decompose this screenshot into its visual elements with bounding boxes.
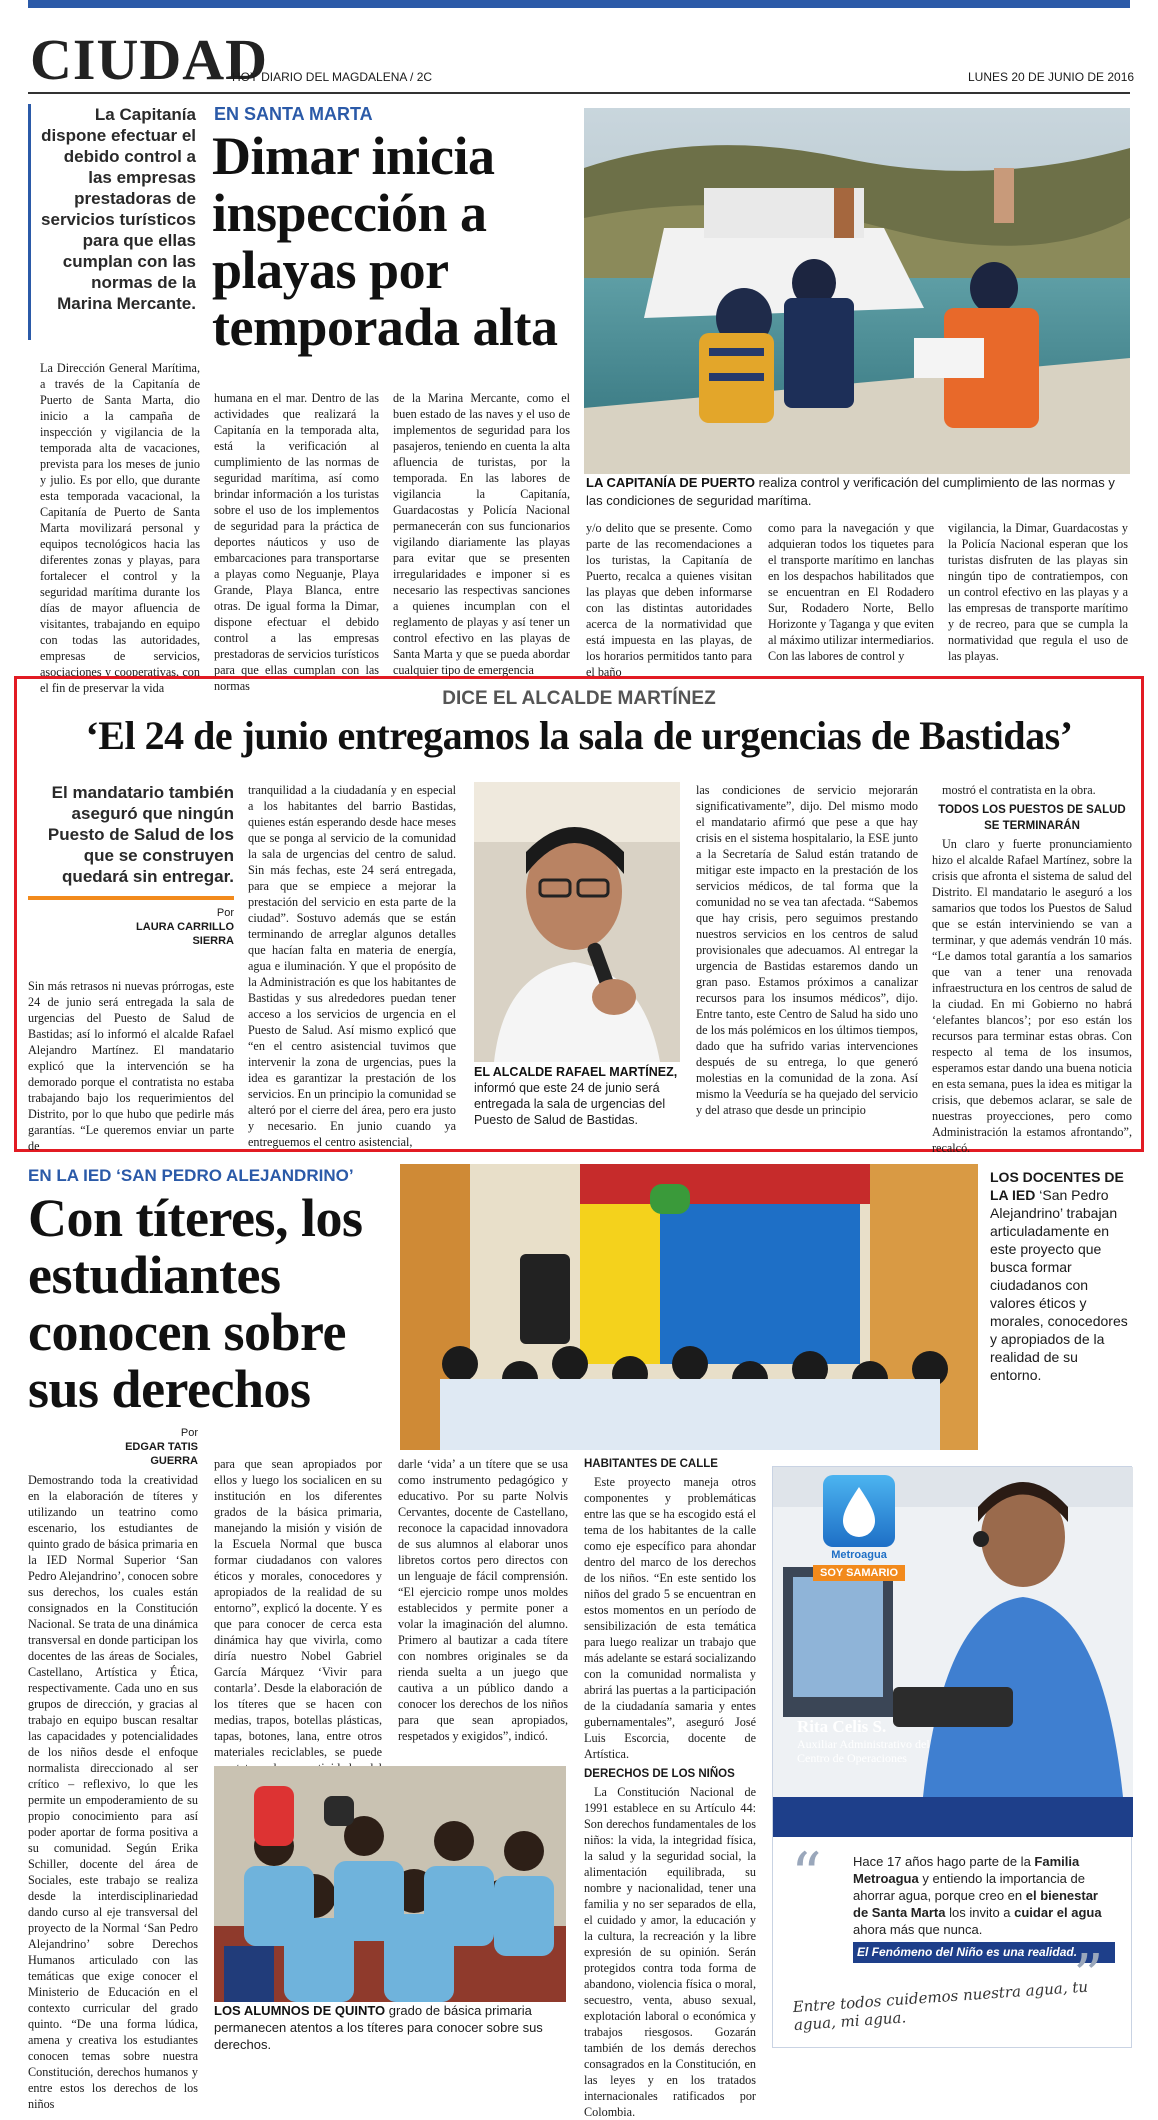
story1-dek: La Capitanía dispone efectuar el debido control a las empresas prestadoras de servicios turísticos para que ellas cumplan con las normas de la Marina Mercante. [41,105,196,313]
issue-date: LUNES 20 DE JUNIO DE 2016 [968,70,1135,84]
story2-headline: ‘El 24 de junio entregamos la sala de urgencias de Bastidas’ [85,713,1073,758]
story1-photo [584,108,1130,474]
ad-quote-bold2: el bienestar de Santa Marta [853,1888,1098,1920]
story3-column-4b: La Constitución Nacional de 1991 establece en su Artículo 44: Son derechos fundamentales de los niños: la vida, la integridad física, la salud y la seguridad social, la alimentación equilibrada, su nombre y nacionalidad, tener una familia y no ser separados de ella, el cuidado y amor, la educación y la cultura, la recreación y la libre expresión de su opinión. Serán protegidos contra toda forma de abandono, violencia física o moral, secuestro, venta, abuso sexual, explotación laboral o económica y trabajos riesgosos. Gozarán también de los demás derechos consagrados en la Constitución, en las leyes y en los tratados internacionales ratificados por Colombia. [584,1785,756,2119]
story2-orange-rule [28,896,234,900]
story3-dek-lead: LOS DOCENTES DE LA IED [990,1169,1124,1203]
open-quote-icon: “ [791,1840,822,1910]
story1-column-1: La Dirección General Marítima, a través de la Capitanía de Puerto de Santa Marta, dio inicio a la campaña de inspección y vigilancia de la temporada alta de vacaciones, prevista para los meses de junio y julio. Es por ello, que durante esta temporada vacacional, la Capitanía de Puerto de Santa Marta movilizará personal y equipos tecnológicos hacia las diferentes zonas y playas, para fortalecer el control y la seguridad marítima durante los días de mayor afluencia de visitantes, trabajando en equipo con todas las autoridades, empresas de servicios, asociaciones y cooperativas, con el fin de preservar la vida [40,361,200,695]
story3-caption-text: grado de básica primaria permanecen atentos a los títeres para conocer sobre sus derechos. [214,2003,543,2052]
story3-headline: Con títeres, los estudiantes conocen sobre sus derechos [28,1188,363,1419]
boat-inspection-photo [584,108,1130,474]
ad-quote-bold3: cuidar el agua [1014,1905,1102,1920]
story1-headline: Dimar inicia inspección a playas por temporada alta [212,126,558,357]
story3-column-4a: Este proyecto maneja otros componentes y problemáticas entre las que se ha escogido está el tema de los habitantes de la calle como eje específico para ahondar dentro del marco de los derechos de los niños. “En este sentido los niños del grado 5 se encuentran en estos momentos en un período de sensibilización de esta temática para luego realizar un trabajo que más adelante se estará socializando con la comunidad normalista y abrirá las puertas a la participación de la ciudadanía samaria y entes gubernamentales”, aseguró José Luis Escorcia, docente de Artística. [584,1475,756,1761]
story3-bottom-photo [214,1766,566,2002]
story2-dek: El mandatario también aseguró que ningún Puesto de Salud de los que se construyen quedará sin entregar. [47,783,234,886]
close-quote-icon: ” [1073,1942,1104,2012]
story2-column-4a: mostró el contratista en la obra. [942,783,1096,797]
mayor-portrait [474,782,680,1062]
puppet-theater-photo [400,1164,978,1450]
story3-caption [214,2002,574,2053]
story3-byline-name: EDGAR TATIS GUERRA [125,1441,198,1467]
story2-column-4b: Un claro y fuerte pronunciamiento hizo el alcalde Rafael Martínez, sobre la crisis que afronta el sistema de salud del Distrito. El mandatario le aseguró a los samarios que todos los Puestos de Salud que se están interviniendo se van a terminar, y que además vendrán 10 más. “Le damos total garantía a los samarios que van a tener una renovada infraestructura en los centros de salud de la ciudad. En mi Gobierno no habrá ‘elefantes blancos’; por eso están los recursos para terminar estas obras. Con respecto al tema de los insumos, esperamos estar dando una buena noticia en esta semana, pues la idea es mitigar la crisis, que debemos aclarar, se sale de nuestras proyecciones, pero como Administración la estamos afrontando”, recalcó. [932,837,1132,1155]
story1-column-5: como para la navegación y que adquieran todos los tiquetes para el transporte marítimo en lanchas en los despachos habilitados que se encuentran en El Rodadero Sur, Rodadero Norte, Bello Horizonte y Taganga y que eviten al máximo utilizar intermediarios. Con las labores de control y [768,521,934,663]
ad-band [773,1797,1133,1837]
employee-role: Auxiliar Administrativo del Centro de Operaciones [797,1737,930,1765]
story3-column-1: Demostrando toda la creatividad en la elaboración de títeres y utilizando un teatrino como escenario, los estudiantes de quinto grado de básica primaria en la IED Normal Superior ‘San Pedro Alejandrino’, conocen sobre sus derechos, los cuales están consignados en la Constitución Nacional. Se trata de una dinámica transversal en donde participan los docentes de las áreas de Sociales, Castellano, Artística y Ética, respectivamente. Cada uno en sus grupos de dirección, y gracias al trabajo en equipo buscan resaltar las capacidades y potencialidades de los niños desde el enfoque normalista direccionado al ser crítico – reflexivo, lo que les permite un empoderamiento de su propio conocimiento para así poder aportar de forma positiva a su comunidad. Según Erika Schiller, docente del área de Sociales, este trabajo se realiza desde la interdisciplinariedad dando curso al eje transversal del proyecto de la Normal ‘San Pedro Alejandrino’ sobre Derechos Humanos articulado con las temáticas que exige conocer el Ministerio de Educación en el contexto curricular del grado quinto. “De una forma lúdica, amena y creativa los estudiantes conocen temas sobre nuestra Constitución, derechos humanos y entre estos los derechos de los niños [28,1473,198,2111]
ad-quote-highlight: El Fenómeno del Niño es una realidad. [853,1942,1115,1963]
story3-subhead-2: DERECHOS DE LOS NIÑOS [584,1768,735,1780]
story3-byline [100,1426,198,1468]
story2-kicker: DICE EL ALCALDE MARTÍNEZ [442,688,716,709]
story2-column-3: las condiciones de servicio mejorarán significativamente”, dijo. Del mismo modo el mandatario afirmó que pese a que hay crisis en el sistema hospitalario, la ESE junto a la Secretaría de Salud están tratando de mitigar este impacto en la prestación de los servicios médicos, de tal forma que la comunidad no se vea tan afectada. “Sabemos que hay crisis, pero seguimos prestando nuestros servicios en los centros de salud provisionales que adecuamos. Al entregar la urgencia de Bastidas estaremos dando un gran paso. Estamos próximos a canalizar recursos para los insumos médicos”, dijo. Entre tanto, este Centro de Salud ha sido uno de los más polémicos en los últimos tiempos, dado que ha sufrido varias intervenciones después de su entrega, lo que generó molestias en la comunidad de la zona. Así mismo la Veeduría se ha quejado del servicio y del atraso que desde un principio [696,783,918,1117]
metroagua-ad [772,1466,1132,2048]
story1-column-3: de la Marina Mercante, como el buen estado de las naves y el uso de implementos de seguridad para los pasajeros, teniendo en cuenta la alta afluencia de turistas, por la temporada. En las labores de vigilancia la Capitanía, Guardacostas y Policía Nacional permanecerán con sus funcionarios vigilando diariamente las playas para evitar que se presenten irregularidades e imponer si es necesario las respectivas sanciones a quienes incumplan con el reglamento de playas y así tener un control efectivo en las playas de Santa Marta y que se pueda abordar cualquier tipo de emergencia [393,391,570,677]
ad-quote-bold1: Familia Metroagua [853,1854,1080,1886]
publication-name: HOY DIARIO DEL MAGDALENA / 2C [232,70,433,84]
story3-dek [990,1168,1132,1384]
top-color-bar [28,0,1130,8]
employee-credit [797,1717,947,1765]
story2-caption [474,1064,682,1128]
story1-column-4: y/o delito que se presente. Como parte de las recomendaciones a los turistas, la Capitanía de Puerto, recalca a quienes visitan las playas que deben informarse con las distintas autoridades acerca de la normatividad que está impuesta en las playas, de los horarios permitidos tanto para el baño [586,521,752,679]
story3-byline-por: Por [180,1427,198,1439]
water-drop-icon [823,1475,895,1547]
ad-quote-part3: los invito a [945,1905,1015,1920]
story2-photo [474,782,680,1062]
story1-caption-text: realiza control y verificación del cumplimiento de las normas y las condiciones de seguridad marítima. [586,475,1115,508]
story3-column-4 [584,1456,756,2120]
story2-byline-por: Por [216,907,234,919]
ad-quote-part4: ahora más que nunca. [853,1922,983,1937]
ad-signature: Entre todos cuidemos nuestra agua, tu agua, mi agua. [792,1977,1089,2035]
story2-subhead: TODOS LOS PUESTOS DE SALUD SE TERMINARÁN [938,804,1126,832]
story3-dek-text: ‘San Pedro Alejandrino’ trabajan articuladamente en este proyecto que busca formar ciudadanos con valores éticos y morales, conocedores y apropiados de la realidad de su entorno. [990,1187,1128,1383]
story3-caption-lead: LOS ALUMNOS DE QUINTO [214,2003,386,2018]
ad-quote-part2: y entiendo la importancia de ahorrar agua, porque creo en [853,1871,1085,1903]
story1-kicker: EN SANTA MARTA [214,104,373,124]
section-title: CIUDAD [30,27,268,92]
ad-quote-part1: Hace 17 años hago parte de la [853,1854,1035,1869]
students-puppets-photo [214,1766,566,2002]
story2-column-1: Sin más retrasos ni nuevas prórrogas, este 24 de junio será entregada la sala de urgencias del Puesto de Salud de Bastidas; así lo informó el alcalde Rafael Alejandro Martínez. El mandatario explicó que la intervención se ha demorado porque el contratista no estaba trabajando bajo los requerimientos del Distrito, por lo que hubo que pedirle más garantías. “Le queremos enviar un parte de [28,979,234,1153]
metroagua-logo [823,1475,895,1547]
story3-top-photo [400,1164,978,1450]
story2-byline [120,906,234,948]
story2-caption-lead: EL ALCALDE RAFAEL MARTÍNEZ, [474,1065,678,1079]
story1-column-6: vigilancia, la Dimar, Guardacostas y la Policía Nacional esperan que los turistas disfruten de las playas sin ningún tipo de contratiempos, con un control efectivo en las playas y a las empresas de transporte marítimo y de recreo, para que se cumpla la normatividad que regula el uso de las playas. [948,521,1128,663]
employee-name: Rita Celis S. [797,1717,887,1736]
story3-kicker: EN LA IED ‘SAN PEDRO ALEJANDRINO’ [28,1166,354,1185]
story2-caption-text: informó que este 24 de junio será entregada la sala de urgencias del Puesto de Salud de Bastidas. [474,1081,666,1127]
story3-column-2: para que sean apropiados por ellos y luego los socialicen en su institución en los diferentes grados de la básica primaria, manejando la misión y visión de la Escuela Normal que busca formar ciudadanos con valores éticos y morales, conocedores y apropiados de la realidad de su entorno”, explicó la docente. Y es que para conocer de cerca esta dinámica hay que vivirla, como diría nuestro Nobel Gabriel García Márquez ‘Vivir para contarla’. Desde la elaboración de los títeres que se hacen con medias, trapos, botellas plásticas, tapas, botones, lana, entre otros materiales reciclables, se puede [214,1457,382,1759]
story2-column-4 [932,782,1132,1156]
soy-samario-badge: SOY SAMARIO [813,1565,905,1581]
story1-column-2: humana en el mar. Dentro de las actividades que realizará la Capitanía en la temporada alta, está la verificación al cumplimiento de las normas de seguridad marítima, así como brindar información a los turistas sobre el uso de los implementos de seguridad para la práctica de deportes náuticos y uso de embarcaciones para transportarse a playas como Neguanje, Playa Grande, Playa Blanca, entre otras. De igual forma la Dimar, dispone efectuar el debido control a las empresas prestadoras de servicios turísticos para que ellas cumplan con las normas [214,391,379,693]
story1-caption-lead: LA CAPITANÍA DE PUERTO [586,475,756,490]
header-rule [28,92,1130,94]
story3-column-3: darle ‘vida’ a un títere que se usa como instrumento pedagógico y educativo. Por su parte Nolvis Cervantes, docente de Castellano, reconoce la capacidad innovadora de sus alumnos al elaborar unos libretos cortos pero directos con un lenguaje de fácil comprensión. “El ejercicio rompe unos moldes establecidos y permite poner a volar la imaginación del alumno. Primero al bautizar a cada títere con nombres originales se da rienda suelta a un juego que cautiva a un público dando a conocer los derechos de los niños para que sean apropiados, respetados y exigidos”, indicó. [398,1457,568,1743]
metroagua-brand-label: Metroagua [831,1549,887,1561]
story3-subhead-1: HABITANTES DE CALLE [584,1458,718,1470]
story1-dek-box [28,104,200,340]
story1-caption [586,474,1130,510]
story2-column-2: tranquilidad a la ciudadanía y en especial a los habitantes del barrio Bastidas, quienes están esperando desde hace meses que se ponga al servicio de la comunidad la sala de urgencias del centro de salud. Sin más fechas, este 24 será entregada, para que se empiece a mejorar la prestación del servicio en esta parte de la ciudad”. Sostuvo además que se están terminando de arreglar algunos detalles que hacían falta en materia de energía, agua e iluminación. Y que el propósito de la Administración es que los habitantes de Bastidas y sus alrededores puedan tener acceso a los servicios de urgencia en el Puesto de Salud. Así mismo explicó que “en el centro asistencial tuvimos que intervenir la zona de urgencias, pues la idea es garantizar la prestación de los servicios. En un principio la comunidad se alteró por el cierre del área, pero era justo y necesario. En junio cuando ya entreguemos el centro asistencial, [248,783,456,1149]
story2-byline-name: LAURA CARRILLO SIERRA [136,921,234,947]
